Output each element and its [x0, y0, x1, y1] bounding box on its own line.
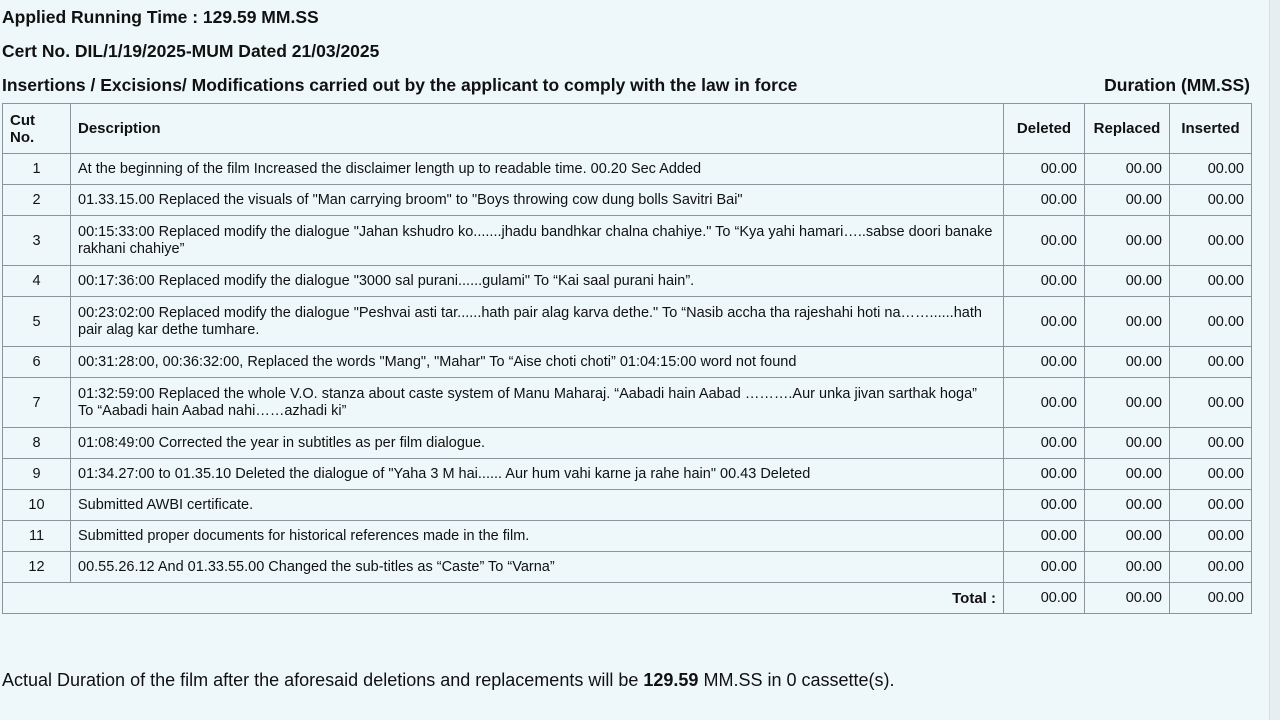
- table-row: [3, 185, 1252, 216]
- table-row: [3, 490, 1252, 521]
- table-row: [3, 521, 1252, 552]
- deleted-value: 00.00: [1004, 154, 1085, 185]
- cut-description: 01:34.27:00 to 01.35.10 Deleted the dialogue of "Yaha 3 M hai...... Aur hum vahi karne ja rahe hain" 00.43 Deleted: [71, 459, 1004, 490]
- deleted-value: 00.00: [1004, 297, 1085, 347]
- inserted-value: 00.00: [1170, 521, 1252, 552]
- replaced-value: 00.00: [1085, 216, 1170, 266]
- cut-description: 01:32:59:00 Replaced the whole V.O. stanza about caste system of Manu Maharaj. “Aabadi hain Aabad ……….Aur unka jivan sarthak hoga” To “Aabadi hain Aabad nahi……azhadi ki”: [71, 378, 1004, 428]
- replaced-value: 00.00: [1085, 428, 1170, 459]
- cuts-table: [2, 103, 1252, 614]
- column-replaced: Replaced: [1085, 104, 1170, 154]
- cut-description: 01.33.15.00 Replaced the visuals of "Man carrying broom" to "Boys throwing cow dung bolls Savitri Bai": [71, 185, 1004, 216]
- cut-number: 9: [3, 459, 71, 490]
- deleted-value: 00.00: [1004, 521, 1085, 552]
- vertical-scrollbar[interactable]: [1269, 0, 1280, 720]
- deleted-value: 00.00: [1004, 490, 1085, 521]
- inserted-value: 00.00: [1170, 266, 1252, 297]
- total-deleted: 00.00: [1004, 583, 1085, 614]
- total-replaced: 00.00: [1085, 583, 1170, 614]
- inserted-value: 00.00: [1170, 552, 1252, 583]
- inserted-value: 00.00: [1170, 216, 1252, 266]
- deleted-value: 00.00: [1004, 378, 1085, 428]
- actual-duration-prefix: Actual Duration of the film after the aforesaid deletions and replacements will be: [2, 670, 639, 690]
- cut-number: 12: [3, 552, 71, 583]
- replaced-value: 00.00: [1085, 521, 1170, 552]
- total-label: Total :: [3, 583, 1004, 614]
- cut-number: 3: [3, 216, 71, 266]
- inserted-value: 00.00: [1170, 347, 1252, 378]
- replaced-value: 00.00: [1085, 459, 1170, 490]
- cut-description: 00:23:02:00 Replaced modify the dialogue "Peshvai asti tar......hath pair alag karva dethe." To “Nasib accha tha rajeshahi hoti na……......hath pair alag kar dethe tumhare.: [71, 297, 1004, 347]
- inserted-value: 00.00: [1170, 297, 1252, 347]
- table-row: [3, 552, 1252, 583]
- cut-number: 4: [3, 266, 71, 297]
- cut-number: 1: [3, 154, 71, 185]
- table-row: [3, 378, 1252, 428]
- replaced-value: 00.00: [1085, 490, 1170, 521]
- cut-number: 8: [3, 428, 71, 459]
- table-row: [3, 266, 1252, 297]
- table-row: [3, 154, 1252, 185]
- column-cut-no: Cut No.: [3, 104, 71, 154]
- deleted-value: 00.00: [1004, 266, 1085, 297]
- deleted-value: 00.00: [1004, 347, 1085, 378]
- actual-duration-value: 129.59: [643, 670, 699, 690]
- inserted-value: 00.00: [1170, 185, 1252, 216]
- inserted-value: 00.00: [1170, 428, 1252, 459]
- inserted-value: 00.00: [1170, 490, 1252, 521]
- replaced-value: 00.00: [1085, 297, 1170, 347]
- total-row: [3, 583, 1252, 614]
- table-row: [3, 459, 1252, 490]
- cut-number: 10: [3, 490, 71, 521]
- cut-number: 7: [3, 378, 71, 428]
- cut-description: 00:17:36:00 Replaced modify the dialogue "3000 sal purani......gulami" To “Kai saal purani hain”.: [71, 266, 1004, 297]
- cut-description: 01:08:49:00 Corrected the year in subtitles as per film dialogue.: [71, 428, 1004, 459]
- cert-number: Cert No. DIL/1/19/2025-MUM Dated 21/03/2025: [2, 41, 380, 61]
- section-heading: Insertions / Excisions/ Modifications carried out by the applicant to comply with the law in force: [2, 75, 798, 95]
- table-header-row: [3, 104, 1252, 154]
- cut-description: 00:31:28:00, 00:36:32:00, Replaced the words "Mang", "Mahar" To “Aise choti choti” 01:04:15:00 word not found: [71, 347, 1004, 378]
- column-inserted: Inserted: [1170, 104, 1252, 154]
- cut-description: 00:15:33:00 Replaced modify the dialogue "Jahan kshudro ko.......jhadu bandhkar chalna chahiye." To “Kya yahi hamari…..sabse doori banake rakhani chahiye”: [71, 216, 1004, 266]
- actual-duration-suffix: MM.SS in 0 cassette(s).: [703, 670, 895, 690]
- inserted-value: 00.00: [1170, 378, 1252, 428]
- deleted-value: 00.00: [1004, 216, 1085, 266]
- replaced-value: 00.00: [1085, 266, 1170, 297]
- applied-running-time: Applied Running Time : 129.59 MM.SS: [2, 7, 319, 27]
- cut-number: 11: [3, 521, 71, 552]
- replaced-value: 00.00: [1085, 552, 1170, 583]
- replaced-value: 00.00: [1085, 185, 1170, 216]
- table-row: [3, 428, 1252, 459]
- cut-description: Submitted proper documents for historical references made in the film.: [71, 521, 1004, 552]
- replaced-value: 00.00: [1085, 378, 1170, 428]
- inserted-value: 00.00: [1170, 459, 1252, 490]
- cut-description: 00.55.26.12 And 01.33.55.00 Changed the sub-titles as “Caste” To “Varna”: [71, 552, 1004, 583]
- actual-duration-statement: [2, 670, 895, 691]
- cut-number: 5: [3, 297, 71, 347]
- deleted-value: 00.00: [1004, 428, 1085, 459]
- deleted-value: 00.00: [1004, 185, 1085, 216]
- total-inserted: 00.00: [1170, 583, 1252, 614]
- column-description: Description: [71, 104, 1004, 154]
- table-row: [3, 216, 1252, 266]
- cut-description: At the beginning of the film Increased the disclaimer length up to readable time. 00.20 Sec Added: [71, 154, 1004, 185]
- cut-description: Submitted AWBI certificate.: [71, 490, 1004, 521]
- replaced-value: 00.00: [1085, 347, 1170, 378]
- cut-number: 6: [3, 347, 71, 378]
- column-deleted: Deleted: [1004, 104, 1085, 154]
- table-row: [3, 347, 1252, 378]
- table-row: [3, 297, 1252, 347]
- cut-number: 2: [3, 185, 71, 216]
- inserted-value: 00.00: [1170, 154, 1252, 185]
- deleted-value: 00.00: [1004, 459, 1085, 490]
- duration-heading: Duration (MM.SS): [1104, 75, 1250, 95]
- deleted-value: 00.00: [1004, 552, 1085, 583]
- replaced-value: 00.00: [1085, 154, 1170, 185]
